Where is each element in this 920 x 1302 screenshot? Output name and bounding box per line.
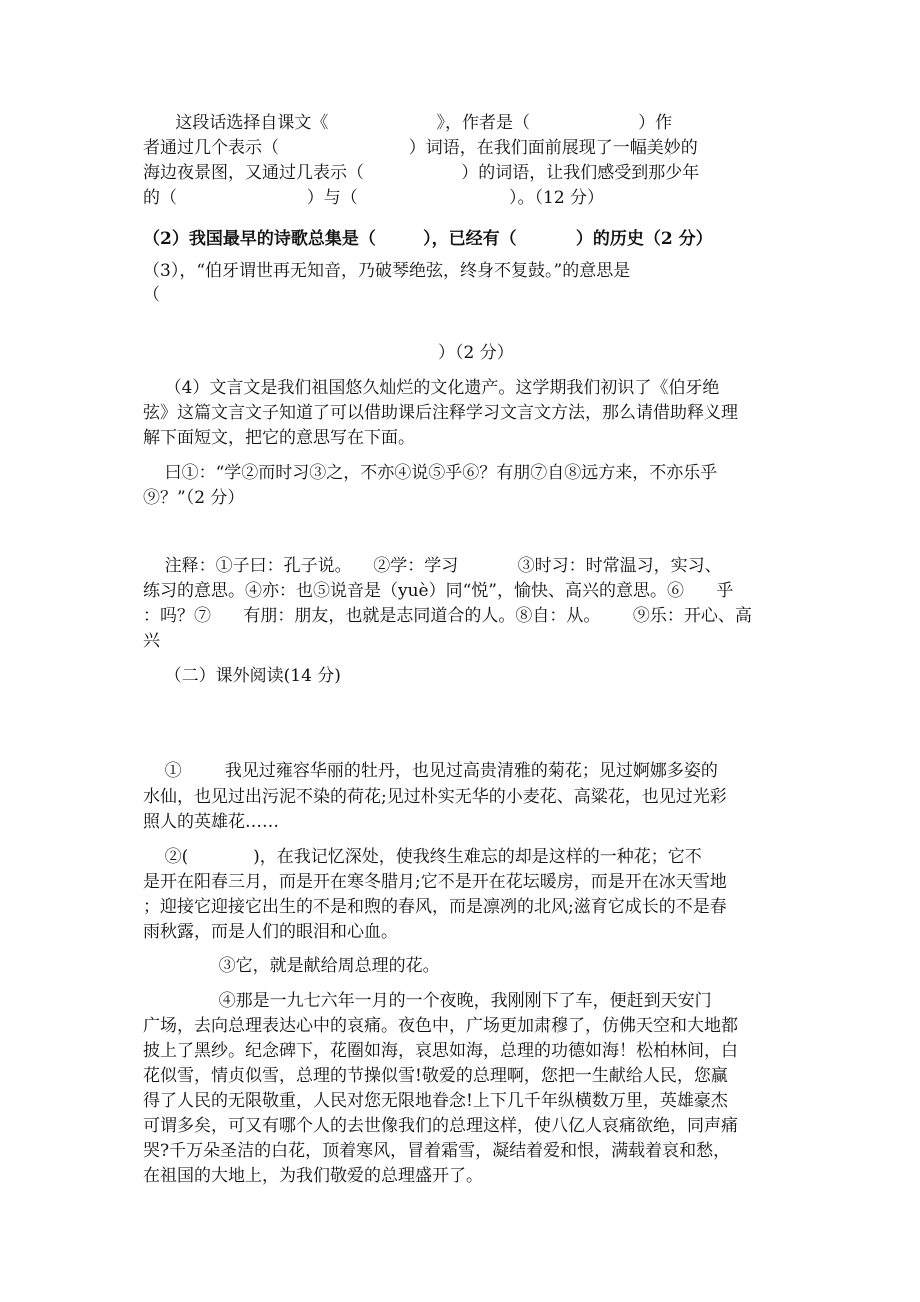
passage-p2-line-1: ②( )，在我记忆深处，使我终生难忘的却是这样的一种花；它不 xyxy=(143,847,702,867)
passage-p1-line-1: ① 我见过雍容华丽的牡丹，也见过高贵清雅的菊花；见过婀娜多姿的 xyxy=(143,761,718,781)
passage-p2-line-4: 雨秋露，而是人们的眼泪和心血。 xyxy=(143,922,398,942)
passage-p4-line-4: 花似雪，情贞似雪，总理的节操似雪!敬爱的总理啊，您把一生献给人民，您赢 xyxy=(143,1066,728,1086)
note-line-3: ：吗？⑦ 有朋：朋友，也就是志同道合的人。⑧自：从。 ⑨乐：开心、高 xyxy=(143,606,752,626)
passage-p2-line-3: ；迎接它迎接它出生的不是和煦的春风，而是凛冽的北风;滋育它成长的不是春 xyxy=(143,897,727,917)
q3-line-1: （3），“伯牙谓世再无知音，乃破琴绝弦，终身不复鼓。”的意思是 xyxy=(143,261,631,281)
classical-text-line-1: 曰①：“学②而时习③之，不亦④说⑤乎⑥？有朋⑦自⑧远方来，不亦乐乎 xyxy=(143,463,718,483)
note-line-1: 注释：①子曰：孔子说。 ②学：学习 ③时习：时常温习，实习、 xyxy=(143,556,722,576)
passage-p4-line-8: 在祖国的大地上，为我们敬爱的总理盛开了。 xyxy=(143,1166,483,1186)
note-line-4: 兴 xyxy=(143,631,160,651)
passage-p4-line-1: ④那是一九七六年一月的一个夜晚，我刚刚下了车，便赶到天安门 xyxy=(143,991,712,1011)
q1-line-1: 这段话选择自课文《 》，作者是（ ）作 xyxy=(143,113,673,133)
passage-p4-line-6: 可谓多矣，可又有哪个人的去世像我们的总理这样，使八亿人哀痛欲绝，同声痛 xyxy=(143,1116,738,1136)
q1-line-3: 海边夜景图，又通过几表示（ ）的词语，让我们感受到那少年 xyxy=(143,163,700,183)
passage-p1-line-2: 水仙，也见过出污泥不染的荷花;见过朴实无华的小麦花、高粱花，也见过光彩 xyxy=(143,787,727,807)
q3-line-3: ）（2 分） xyxy=(438,343,514,363)
passage-p3: ③它，就是献给周总理的花。 xyxy=(143,956,440,976)
question-2: （2）我国最早的诗歌总集是（ ），已经有（ ）的历史（2 分） xyxy=(143,229,713,249)
passage-p2-line-2: 是开在阳春三月，而是开在寒冬腊月;它不是开在花坛暖房，而是开在冰天雪地 xyxy=(143,872,727,892)
passage-p4-line-3: 披上了黑纱。纪念碑下，花圈如海，哀思如海，总理的功德如海！松柏林间，白 xyxy=(143,1041,738,1061)
classical-text-line-2: ⑨？”（2 分） xyxy=(143,488,245,508)
passage-p1-line-3: 照人的英雄花…… xyxy=(143,812,279,832)
q1-line-2: 者通过几个表示（ ）词语，在我们面前展现了一幅美妙的 xyxy=(143,138,698,158)
section-2-heading: （二）课外阅读(14 分) xyxy=(143,666,341,686)
passage-p4-line-7: 哭?千万朵圣洁的白花，顶着寒风，冒着霜雪，凝结着爱和恨，满载着哀和愁， xyxy=(143,1141,731,1161)
q3-line-2: （ xyxy=(143,285,160,305)
q1-line-4: 的（ ）与（ ）。（12 分） xyxy=(143,188,605,208)
passage-p4-line-2: 广场，去向总理表达心中的哀痛。夜色中，广场更加肃穆了，仿佛天空和大地都 xyxy=(143,1016,738,1036)
q4-line-3: 解下面短文，把它的意思写在下面。 xyxy=(143,428,415,448)
q4-line-1: （4）文言文是我们祖国悠久灿烂的文化遗产。这学期我们初识了《伯牙绝 xyxy=(143,378,720,398)
passage-p4-line-5: 得了人民的无限敬重，人民对您无限地眷念!上下几千年纵横数万里，英雄豪杰 xyxy=(143,1091,728,1111)
q4-line-2: 弦》这篇文言文子知道了可以借助课后注释学习文言文方法，那么请借助释义理 xyxy=(143,403,738,423)
note-line-2: 练习的意思。④亦：也⑤说音是（yuè）同“悦”，愉快、高兴的意思。⑥ 乎 xyxy=(143,581,734,601)
